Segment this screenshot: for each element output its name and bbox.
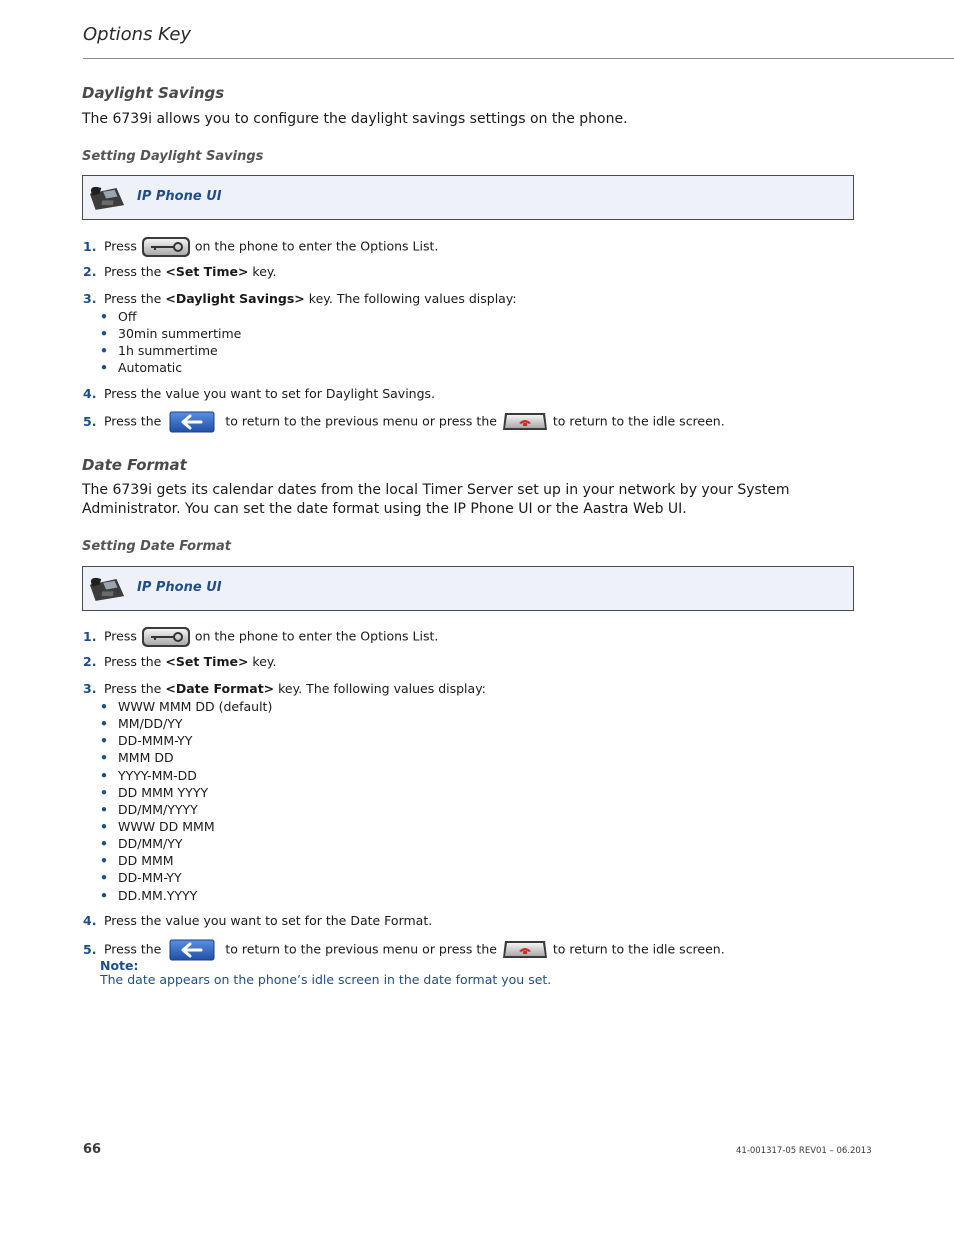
- section-intro-daylight-savings: The 6739i allows you to configure the daylight savings settings on the phone.: [82, 111, 628, 127]
- step-5: 5. Press the to return to the previous menu or press the to return to the idle screen.: [83, 938, 725, 958]
- options-key-icon: [141, 236, 191, 258]
- list-item: • Automatic: [100, 360, 183, 375]
- section-intro-date-format: The 6739i gets its calendar dates from the local Timer Server set up in your network by your System Administrator. You can set the date format using the IP Phone UI or the Aastra Web UI.: [82, 482, 790, 517]
- list-item: • DD MMM: [100, 853, 174, 868]
- step-5: 5. Press the to return to the previous menu or press the to return to the idle screen.: [83, 410, 725, 430]
- list-item: • YYYY-MM-DD: [100, 768, 197, 783]
- date-format-key-label: <Date Format>: [165, 681, 275, 696]
- options-key-icon: [141, 626, 191, 648]
- step-3: 3. Press the <Daylight Savings> key. The following values display:: [83, 291, 517, 306]
- step-2: 2. Press the <Set Time> key.: [83, 264, 277, 279]
- subheading-setting-daylight-savings: Setting Daylight Savings: [82, 149, 264, 164]
- note-label: Note:: [100, 958, 139, 973]
- back-arrow-key-icon: [169, 411, 215, 433]
- step-4: 4. Press the value you want to set for the Date Format.: [83, 913, 433, 928]
- step-2: 2. Press the <Set Time> key.: [83, 654, 277, 669]
- list-item: • MM/DD/YY: [100, 716, 183, 731]
- list-item: • MMM DD: [100, 750, 174, 765]
- list-item: • DD MMM YYYY: [100, 785, 209, 800]
- step-3: 3. Press the <Date Format> key. The following values display:: [83, 681, 486, 696]
- list-item: • DD-MM-YY: [100, 870, 182, 885]
- list-item: • WWW MMM DD (default): [100, 699, 273, 714]
- goodbye-key-icon: [501, 938, 549, 962]
- ip-phone-ui-box: [82, 175, 854, 220]
- step-1: 1. Press on the phone to enter the Options List.: [83, 236, 438, 256]
- desk-phone-icon: [88, 575, 126, 602]
- page-header-title: Options Key: [83, 24, 192, 45]
- list-item: • DD/MM/YYYY: [100, 802, 198, 817]
- set-time-key-label: <Set Time>: [165, 654, 249, 669]
- section-heading-daylight-savings: Daylight Savings: [82, 84, 225, 102]
- step-4: 4. Press the value you want to set for Daylight Savings.: [83, 386, 436, 401]
- list-item: • 30min summertime: [100, 326, 242, 341]
- header-divider: [83, 58, 954, 59]
- ip-phone-ui-label: IP Phone UI: [137, 189, 222, 204]
- ip-phone-ui-label: IP Phone UI: [137, 580, 222, 595]
- goodbye-key-icon: [501, 410, 549, 434]
- list-item: • DD-MMM-YY: [100, 733, 193, 748]
- document-id: 41-001317-05 REV01 – 06.2013: [736, 1146, 872, 1156]
- subheading-setting-date-format: Setting Date Format: [82, 539, 232, 554]
- set-time-key-label: <Set Time>: [165, 264, 249, 279]
- ip-phone-ui-box: [82, 566, 854, 611]
- list-item: • DD/MM/YY: [100, 836, 183, 851]
- list-item: • DD.MM.YYYY: [100, 888, 198, 903]
- page-number: 66: [83, 1142, 102, 1157]
- back-arrow-key-icon: [169, 939, 215, 961]
- list-item: • Off: [100, 309, 137, 324]
- list-item: • 1h summertime: [100, 343, 218, 358]
- list-item: • WWW DD MMM: [100, 819, 215, 834]
- daylight-savings-key-label: <Daylight Savings>: [165, 291, 305, 306]
- step-1: 1. Press on the phone to enter the Options List.: [83, 626, 438, 646]
- section-heading-date-format: Date Format: [82, 456, 187, 474]
- desk-phone-icon: [88, 184, 126, 211]
- note-text: The date appears on the phone’s idle screen in the date format you set.: [100, 972, 552, 987]
